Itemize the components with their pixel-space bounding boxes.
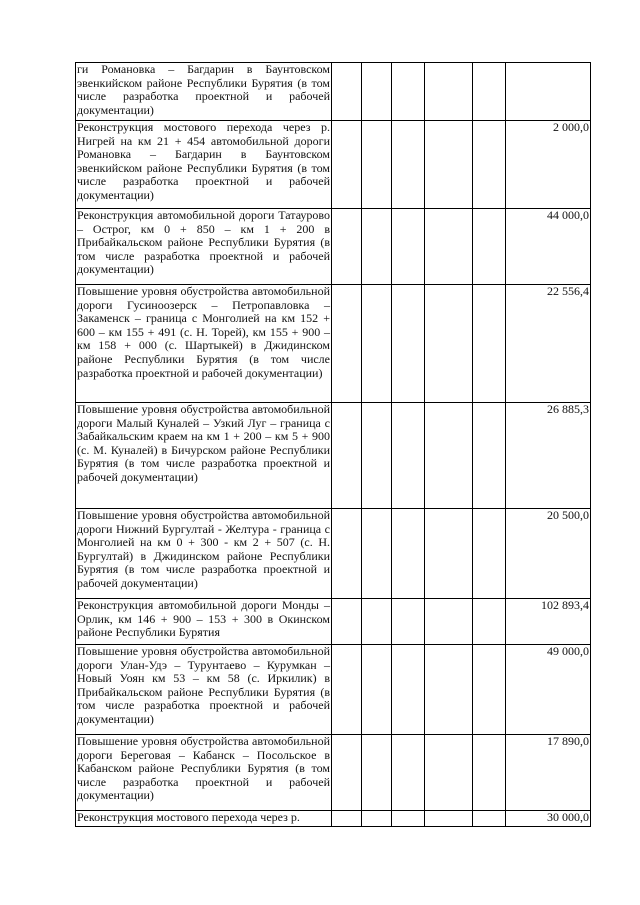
row-description: Реконструкция автомобильной дороги Татаурово – Острог, км 0 + 850 – км 1 + 200 в Прибайкальском районе Республики Бурятия (в том числе разработка проектной и рабочей документации) xyxy=(76,209,332,285)
empty-cell xyxy=(362,121,392,209)
empty-cell xyxy=(332,599,362,645)
empty-cell xyxy=(425,209,473,285)
table-row xyxy=(76,599,591,645)
row-amount: 49 000,0 xyxy=(506,645,591,735)
row-amount xyxy=(506,63,591,121)
empty-cell xyxy=(425,403,473,509)
empty-cell xyxy=(425,811,473,827)
empty-cell xyxy=(332,121,362,209)
empty-cell xyxy=(425,121,473,209)
empty-cell xyxy=(362,599,392,645)
empty-cell xyxy=(392,63,425,121)
row-description: Реконструкция автомобильной дороги Монды – Орлик, км 146 + 900 – 153 + 300 в Окинском районе Республики Бурятия xyxy=(76,599,332,645)
empty-cell xyxy=(392,811,425,827)
empty-cell xyxy=(362,811,392,827)
empty-cell xyxy=(473,599,506,645)
empty-cell xyxy=(425,285,473,403)
row-amount: 20 500,0 xyxy=(506,509,591,599)
empty-cell xyxy=(392,403,425,509)
table-row xyxy=(76,121,591,209)
empty-cell xyxy=(425,645,473,735)
table-row xyxy=(76,645,591,735)
row-amount: 44 000,0 xyxy=(506,209,591,285)
empty-cell xyxy=(362,209,392,285)
row-description: Реконструкция мостового перехода через р. Нигрей на км 21 + 454 автомобильной дороги Романовка – Багдарин в Баунтовском эвенкийском районе Республики Бурятия (в том числе разработка проектной и рабочей документации) xyxy=(76,121,332,209)
table-row xyxy=(76,509,591,599)
row-description: Повышение уровня обустройства автомобильной дороги Улан-Удэ – Турунтаево – Курумкан – Новый Уоян км 53 – км 58 (с. Иркилик) в Прибайкальском районе Республики Бурятия (в том числе разработка проектной и рабочей документации) xyxy=(76,645,332,735)
row-amount: 102 893,4 xyxy=(506,599,591,645)
empty-cell xyxy=(362,285,392,403)
table-row xyxy=(76,285,591,403)
empty-cell xyxy=(473,403,506,509)
empty-cell xyxy=(392,509,425,599)
empty-cell xyxy=(473,209,506,285)
empty-cell xyxy=(332,509,362,599)
empty-cell xyxy=(362,645,392,735)
empty-cell xyxy=(473,509,506,599)
empty-cell xyxy=(392,209,425,285)
empty-cell xyxy=(332,403,362,509)
row-amount: 17 890,0 xyxy=(506,735,591,811)
empty-cell xyxy=(473,121,506,209)
table-row xyxy=(76,811,591,827)
empty-cell xyxy=(473,645,506,735)
row-amount: 30 000,0 xyxy=(506,811,591,827)
empty-cell xyxy=(332,645,362,735)
empty-cell xyxy=(332,735,362,811)
empty-cell xyxy=(425,63,473,121)
row-description: Реконструкция мостового перехода через р. xyxy=(76,811,332,827)
empty-cell xyxy=(332,63,362,121)
empty-cell xyxy=(392,645,425,735)
row-description: Повышение уровня обустройства автомобильной дороги Нижний Бургултай - Желтура - граница с Монголией на км 0 + 300 - км 2 + 507 (с. Н. Бургултай) в Джидинском районе Республики Бурятия (в том числе разработка проектной и рабочей документации) xyxy=(76,509,332,599)
empty-cell xyxy=(362,403,392,509)
empty-cell xyxy=(473,63,506,121)
empty-cell xyxy=(362,509,392,599)
table-body xyxy=(76,63,591,827)
row-description: Повышение уровня обустройства автомобильной дороги Береговая – Кабанск – Посольское в Кабанском районе Республики Бурятия (в том числе разработка проектной и рабочей документации) xyxy=(76,735,332,811)
empty-cell xyxy=(473,811,506,827)
empty-cell xyxy=(332,209,362,285)
table-row xyxy=(76,63,591,121)
row-description: Повышение уровня обустройства автомобильной дороги Гусиноозерск – Петропавловка – Закаменск – граница с Монголией на км 152 + 600 – км 155 + 491 (с. Н. Торей), км 155 + 900 – км 158 + 000 (с. Шартыкей) в Джидинском районе Республики Бурятия (в том числе разработка проектной и рабочей документации) xyxy=(76,285,332,403)
document-page xyxy=(75,62,590,827)
empty-cell xyxy=(425,509,473,599)
empty-cell xyxy=(362,735,392,811)
empty-cell xyxy=(392,285,425,403)
row-amount: 22 556,4 xyxy=(506,285,591,403)
empty-cell xyxy=(392,121,425,209)
row-amount: 26 885,3 xyxy=(506,403,591,509)
empty-cell xyxy=(332,285,362,403)
table-row xyxy=(76,735,591,811)
row-amount: 2 000,0 xyxy=(506,121,591,209)
empty-cell xyxy=(425,735,473,811)
empty-cell xyxy=(473,285,506,403)
empty-cell xyxy=(392,599,425,645)
empty-cell xyxy=(362,63,392,121)
table-row xyxy=(76,403,591,509)
row-description: Повышение уровня обустройства автомобильной дороги Малый Куналей – Узкий Луг – граница с Забайкальским краем на км 1 + 200 – км 5 + 900 (с. М. Куналей) в Бичурском районе Республики Бурятия (в том числе разработка проектной и рабочей документации) xyxy=(76,403,332,509)
row-description: ги Романовка – Багдарин в Баунтовском эвенкийском районе Республики Бурятия (в том числе разработка проектной и рабочей документации) xyxy=(76,63,332,121)
empty-cell xyxy=(425,599,473,645)
budget-table xyxy=(75,62,591,827)
empty-cell xyxy=(332,811,362,827)
empty-cell xyxy=(473,735,506,811)
table-row xyxy=(76,209,591,285)
empty-cell xyxy=(392,735,425,811)
